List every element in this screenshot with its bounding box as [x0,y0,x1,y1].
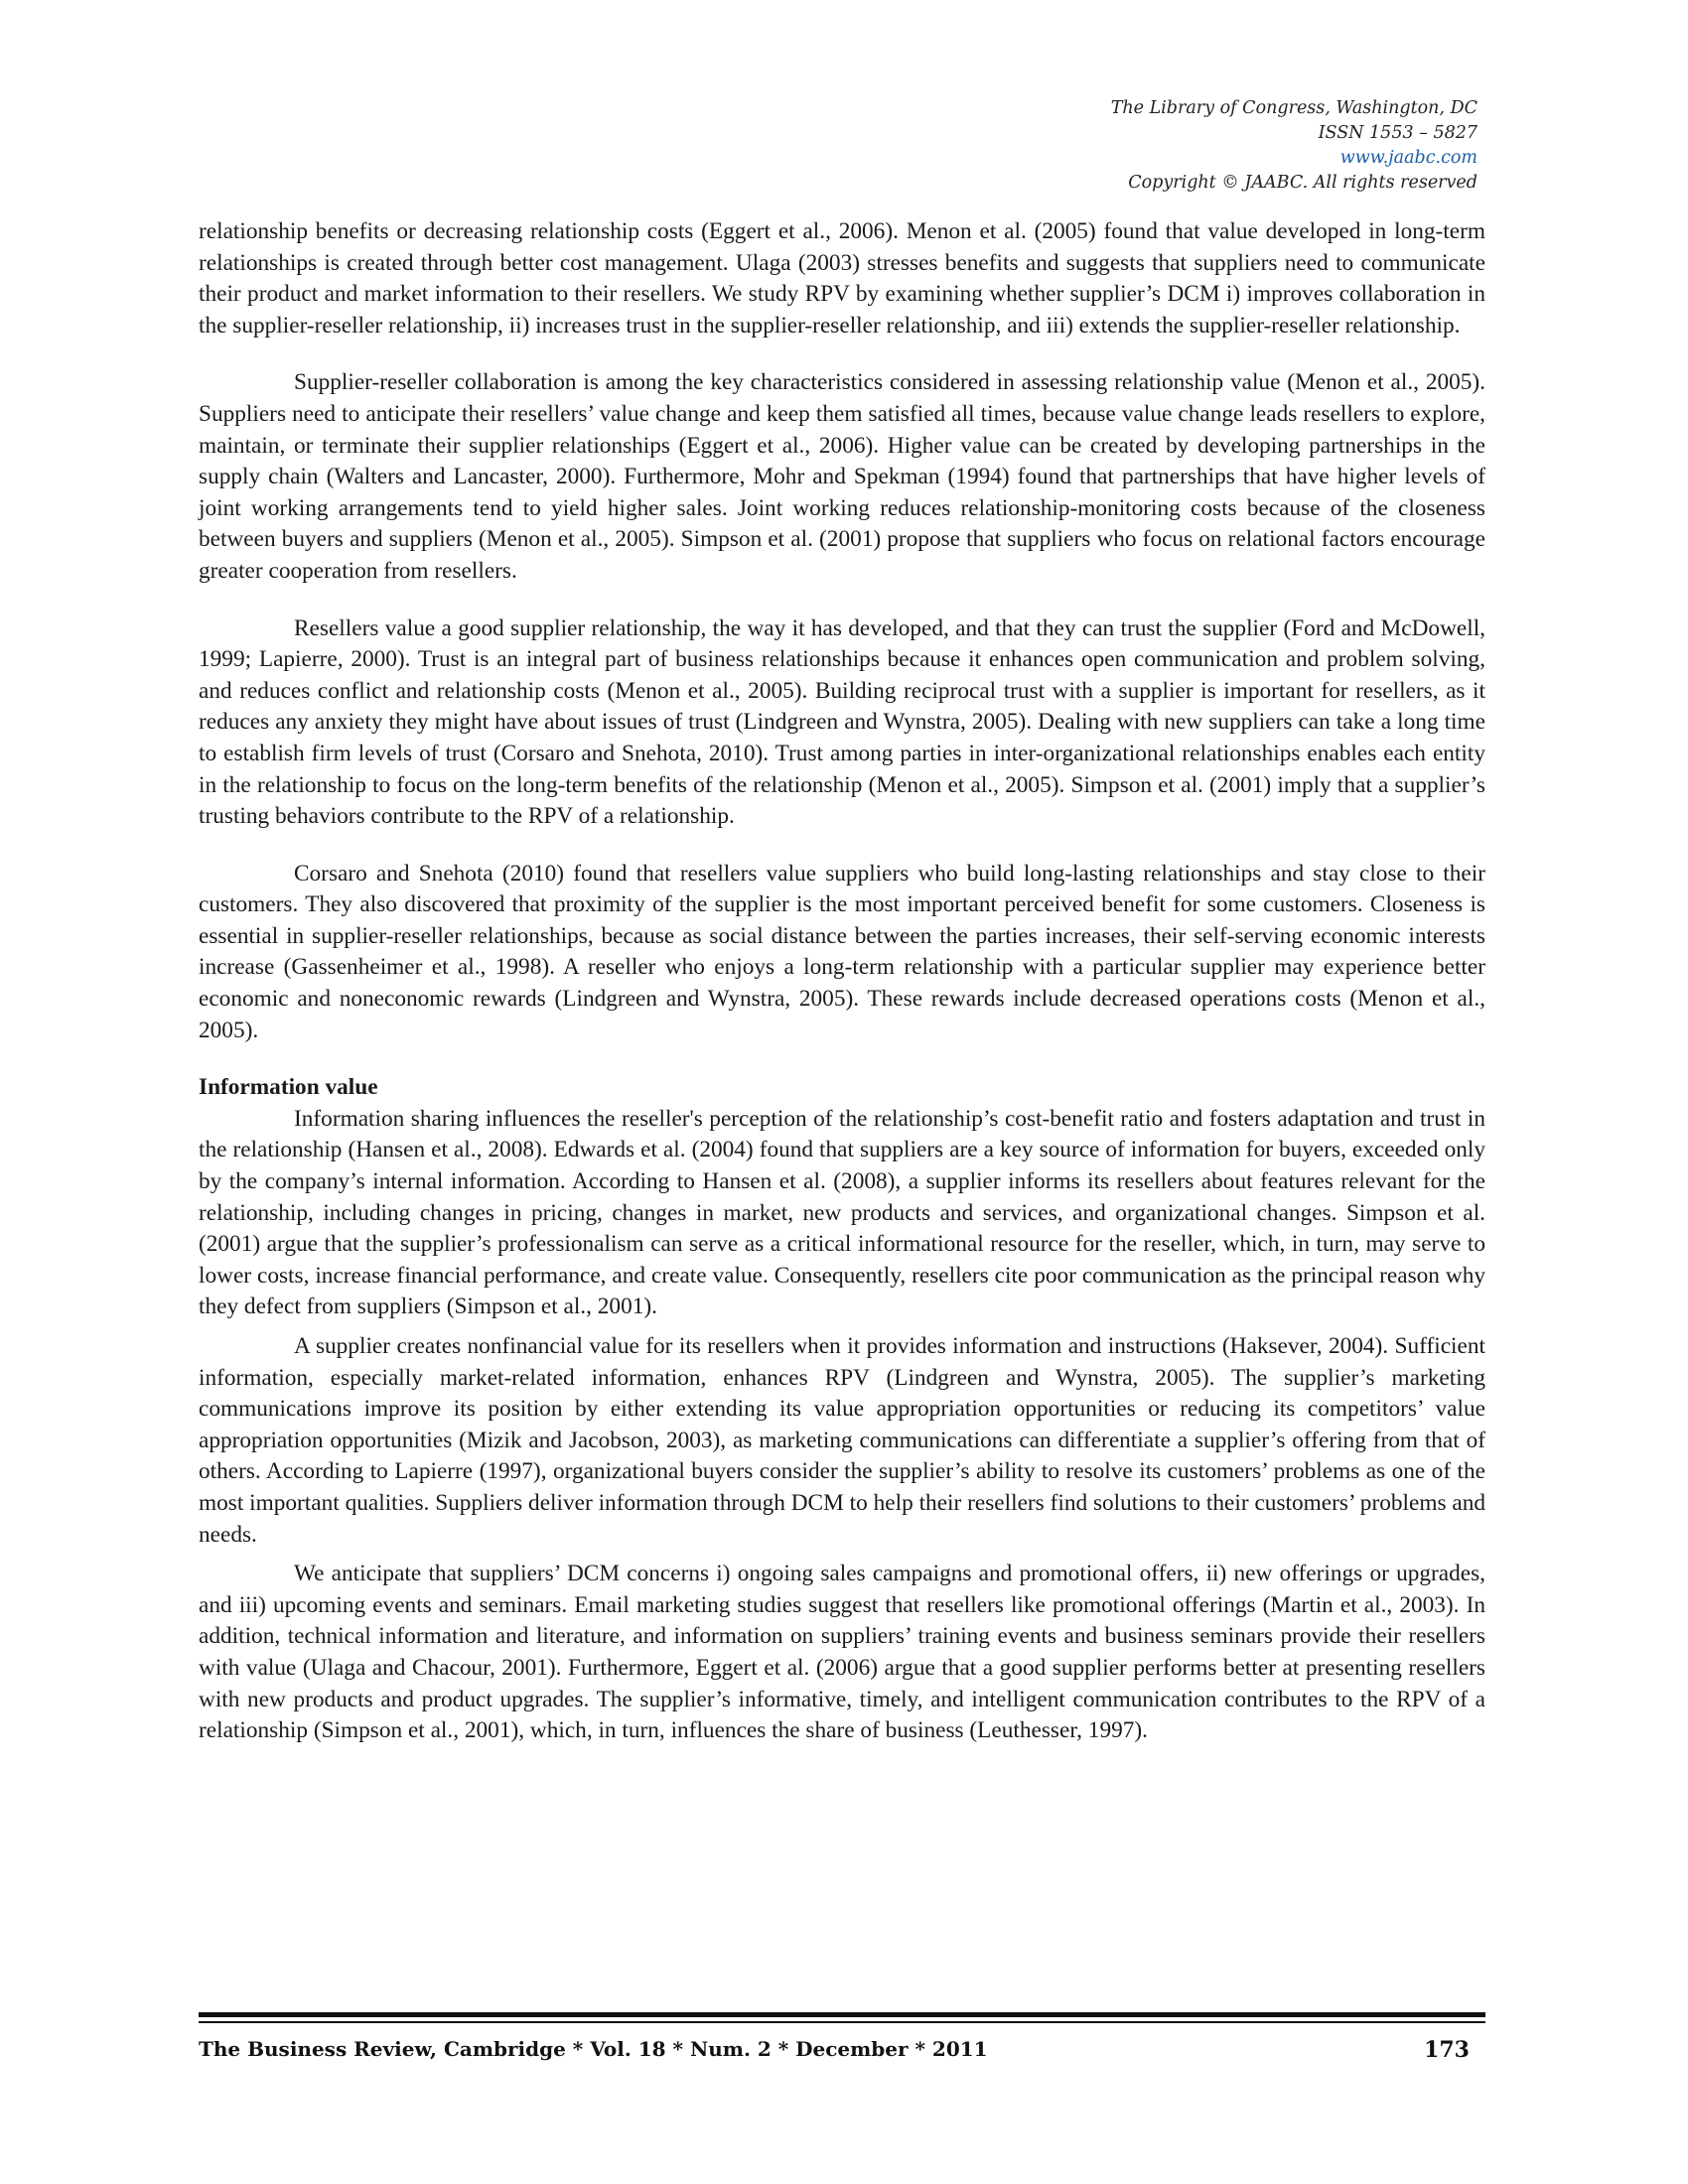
footer-rule-thick [199,2012,1485,2017]
paragraph-5: Information sharing influences the reseller's perception of the relationship’s cost-benefit ratio and fosters adaptation and trust in the relationship (Hansen et al., 2008). Edwards et al. (2004) found that suppliers are a key source of information for buyers, exceeded only by the company’s internal information. According to Hansen et al. (2008), a supplier informs its resellers about features relevant for the relationship, including changes in pricing, changes in market, new products and services, and organizational changes. Simpson et al. (2001) argue that the supplier’s professionalism can serve as a critical informational resource for the reseller, which, in turn, may serve to lower costs, increase financial performance, and create value. Consequently, resellers cite poor communication as the principal reason why they defect from suppliers (Simpson et al., 2001). [199,1105,1485,1320]
paragraph-3: Resellers value a good supplier relationship, the way it has developed, and that they can trust the supplier (Ford and McDowell, 1999; Lapierre, 2000). Trust is an integral part of business relationships because it enhances open communication and problem solving, and reduces conflict and relationship costs (Menon et al., 2005). Building reciprocal trust with a supplier is important for resellers, as it reduces any anxiety they might have about issues of trust (Lindgreen and Wynstra, 2005). Dealing with new suppliers can take a long time to establish firm levels of trust (Corsaro and Snehota, 2010). Trust among parties in inter-organizational relationships enables each entity in the relationship to focus on the long-term benefits of the relationship (Menon et al., 2005). Simpson et al. (2001) imply that a supplier’s trusting behaviors contribute to the RPV of a relationship. [199,614,1485,830]
footer-journal-citation: The Business Review, Cambridge * Vol. 18 * Num. 2 * December * 2011 [199,2037,988,2061]
header-copyright-line: Copyright © JAABC. All rights reserved [1128,173,1477,193]
paragraph-6: A supplier creates nonfinancial value for its resellers when it provides information and instructions (Haksever, 2004). Sufficient information, especially market-related information, enhances RPV (Lindgreen and Wynstra, 2005). The supplier’s marketing communications improve its position by either extending its value appropriation opportunities or reducing its competitors’ value appropriation opportunities (Mizik and Jacobson, 2003), as marketing communications can differentiate a supplier’s offering from that of others. According to Lapierre (1997), organizational buyers consider the supplier’s ability to resolve its customers’ problems as one of the most important qualities. Suppliers deliver information through DCM to help their resellers find solutions to their customers’ problems and needs. [199,1333,1485,1548]
paragraph-4: Corsaro and Snehota (2010) found that resellers value suppliers who build long-lasting relationships and stay close to their customers. They also discovered that proximity of the supplier is the most important perceived benefit for some customers. Closeness is essential in supplier-reseller relationships, because as social distance between the parties increases, their self-serving economic interests increase (Gassenheimer et al., 1998). A reseller who enjoys a long-term relationship with a particular supplier may experience better economic and noneconomic rewards (Lindgreen and Wynstra, 2005). These rewards include decreased operations costs (Menon et al., 2005). [199,860,1485,1043]
running-header [782,96,1477,196]
paragraph-1: relationship benefits or decreasing relationship costs (Eggert et al., 2006). Menon et al. (2005) found that value developed in long-term relationships is created through better cost management. Ulaga (2003) stresses benefits and suggests that suppliers need to communicate their product and market information to their resellers. We study RPV by examining whether supplier’s DCM i) improves collaboration in the supplier-reseller relationship, ii) increases trust in the supplier-reseller relationship, and iii) extends the supplier-reseller relationship. [199,218,1485,339]
paragraph-7: We anticipate that suppliers’ DCM concerns i) ongoing sales campaigns and promotional offers, ii) new offerings or upgrades, and iii) upcoming events and seminars. Email marketing studies suggest that resellers like promotional offerings (Martin et al., 2003). In addition, technical information and literature, and information on suppliers’ training events and business seminars provide their resellers with value (Ulaga and Chacour, 2001). Furthermore, Eggert et al. (2006) argue that a good supplier performs better at presenting resellers with new products and product upgrades. The supplier’s informative, timely, and intelligent communication contributes to the RPV of a relationship (Simpson et al., 2001), which, in turn, influences the share of business (Leuthesser, 1997). [199,1561,1485,1744]
header-issn-line: ISSN 1553 – 5827 [1318,123,1477,143]
article-body [199,216,1485,1747]
section-heading-information-value: Information value [199,1074,378,1101]
page-number: 173 [1424,2037,1470,2063]
footer-rule-thin [199,2021,1485,2023]
paragraph-2: Supplier-reseller collaboration is among the key characteristics considered in assessing relationship value (Menon et al., 2005). Suppliers need to anticipate their resellers’ value change and keep them satisfied all times, because value change leads resellers to explore, maintain, or terminate their supplier relationships (Eggert et al., 2006). Higher value can be created by developing partnerships in the supply chain (Walters and Lancaster, 2000). Furthermore, Mohr and Spekman (1994) found that partnerships that have higher levels of joint working arrangements tend to yield higher sales. Joint working reduces relationship-monitoring costs because of the closeness between buyers and suppliers (Menon et al., 2005). Simpson et al. (2001) propose that suppliers who focus on relational factors encourage greater cooperation from resellers. [199,369,1485,584]
running-footer [199,2037,1470,2063]
header-library-line: The Library of Congress, Washington, DC [1110,98,1477,118]
header-website-link[interactable]: www.jaabc.com [1339,148,1477,168]
